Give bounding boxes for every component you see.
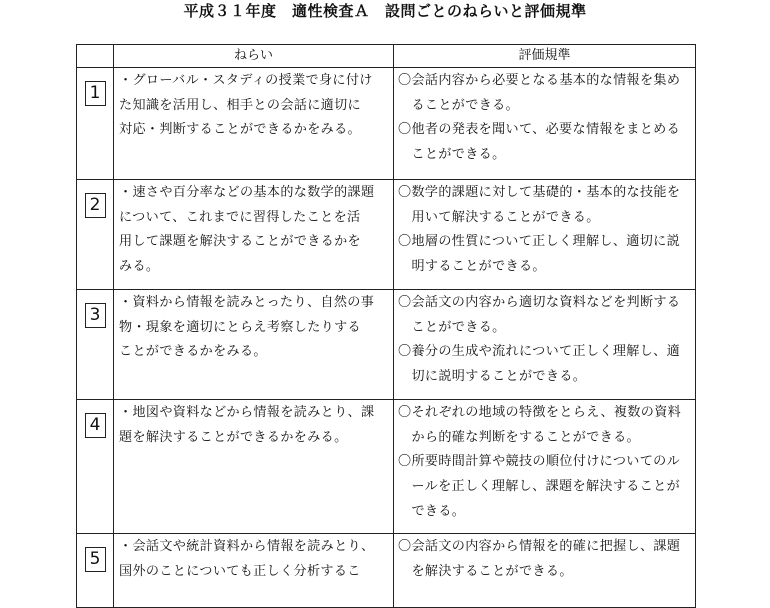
criteria-line: 〇地層の性質について正しく理解し、適切に説 [398, 234, 681, 250]
table-row [77, 400, 696, 534]
aim-line: ・地図や資料などから情報を読みとり、課 [119, 405, 375, 420]
aim-line: ・会話文や統計資料から情報を読みとり、 [119, 539, 375, 554]
criteria-line: 〇養分の生成や流れについて正しく理解し、適 [398, 344, 681, 360]
header-number [77, 45, 114, 68]
aim-line: ことができるかをみる。 [119, 344, 267, 360]
criteria-cell [394, 290, 696, 400]
question-number-cell [77, 290, 114, 400]
aim-line: た知識を活用し、相手との会話に適切に [119, 97, 361, 113]
criteria-cell [394, 534, 696, 608]
criteria-line: 〇他者の発表を聞いて、必要な情報をまとめる [398, 122, 681, 138]
criteria-line: 用いて解決することができる。 [398, 209, 600, 225]
criteria-line: ールを正しく理解し、課題を解決することが [398, 479, 681, 495]
aim-line: みる。 [119, 259, 160, 275]
table-row [77, 290, 696, 400]
aim-cell [114, 68, 394, 180]
criteria-cell [394, 68, 696, 180]
header-criteria: 評価規準 [394, 45, 696, 68]
question-number-1: 1 [85, 81, 106, 106]
criteria-line: ことができる。 [398, 147, 506, 163]
criteria-cell [394, 400, 696, 534]
aim-line: について、これまでに習得したことを活 [119, 209, 361, 225]
criteria-line: ることができる。 [398, 97, 519, 113]
criteria-line: を解決することができる。 [398, 563, 573, 579]
aim-line: 対応・判断することができるかをみる。 [119, 122, 361, 138]
aim-line: ・グローバル・スタディの授業で身に付け [119, 73, 373, 88]
aim-line: 用して課題を解決することができるかを [119, 234, 361, 250]
table-row [77, 534, 696, 608]
question-number-2: 2 [85, 193, 106, 218]
criteria-line: 明することができる。 [398, 259, 546, 275]
document-title: 平成３１年度 適性検査Ａ 設問ごとのねらいと評価規準 [183, 2, 587, 20]
question-number-cell [77, 68, 114, 180]
aim-cell [114, 534, 394, 608]
criteria-line: できる。 [398, 503, 466, 519]
criteria-line: 切に説明することができる。 [398, 369, 587, 385]
header-aim: ねらい [114, 45, 394, 68]
question-number-cell [77, 400, 114, 534]
question-number-4: 4 [85, 413, 106, 438]
table-row [77, 68, 696, 180]
question-number-5: 5 [85, 547, 106, 572]
aim-line: ・資料から情報を読みとったり、自然の事 [119, 295, 375, 310]
aim-cell [114, 290, 394, 400]
aim-cell [114, 400, 394, 534]
aims-criteria-table [76, 44, 696, 608]
criteria-line: 〇会話文の内容から適切な資料などを判断する [398, 295, 681, 310]
criteria-line: から的確な判断をすることができる。 [398, 429, 640, 445]
aim-line: 物・現象を適切にとらえ考察したりする [119, 319, 361, 335]
criteria-line: 〇所要時間計算や競技の順位付けについてのル [398, 454, 681, 470]
criteria-cell [394, 180, 696, 290]
question-number-cell [77, 180, 114, 290]
criteria-line: 〇それぞれの地域の特徴をとらえ、複数の資料 [398, 405, 682, 420]
criteria-line: 〇数学的課題に対して基礎的・基本的な技能を [398, 185, 681, 200]
aim-line: 題を解決することができるかをみる。 [119, 429, 348, 445]
aim-line: 国外のことについても正しく分析するこ [119, 563, 361, 579]
table-row [77, 180, 696, 290]
question-number-3: 3 [85, 303, 106, 328]
table-header-row [77, 45, 696, 68]
aim-cell [114, 180, 394, 290]
question-number-cell [77, 534, 114, 608]
criteria-line: 〇会話文の内容から情報を的確に把握し、課題 [398, 539, 681, 554]
criteria-line: ことができる。 [398, 319, 506, 335]
aim-line: ・速さや百分率などの基本的な数学的課題 [119, 185, 375, 200]
criteria-line: 〇会話内容から必要となる基本的な情報を集め [398, 73, 681, 88]
